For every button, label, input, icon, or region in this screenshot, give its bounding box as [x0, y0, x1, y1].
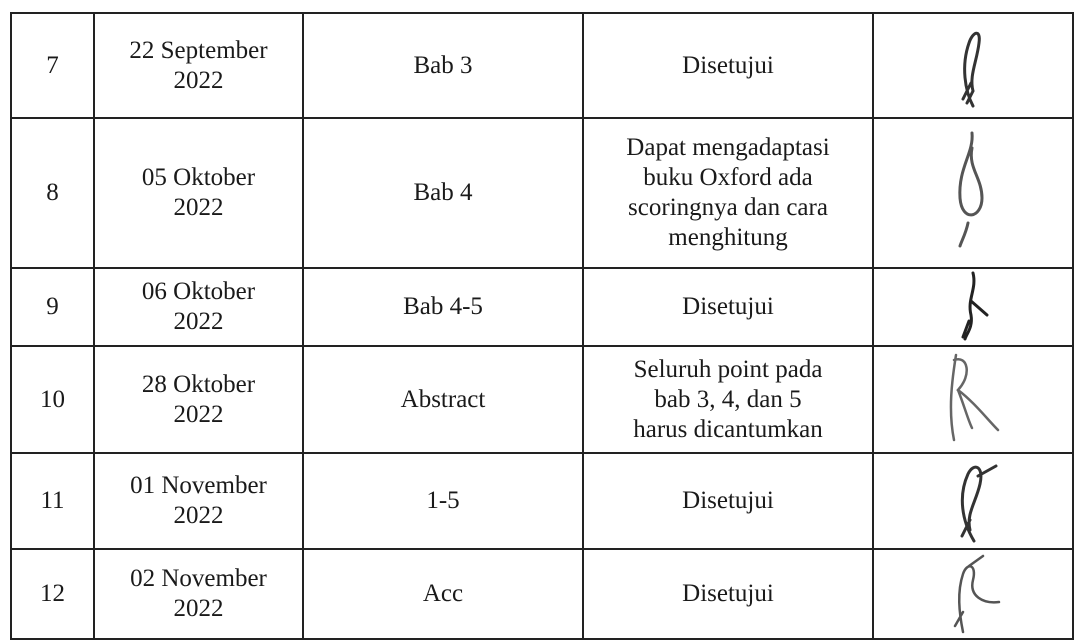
signature-icon	[933, 552, 1013, 636]
table-row	[11, 549, 1073, 639]
note-cell: Disetujui	[583, 549, 873, 639]
signature-cell	[873, 13, 1073, 118]
chapter-cell: Bab 4	[303, 118, 583, 268]
signature-cell	[873, 346, 1073, 453]
date-cell: 22 September 2022	[94, 13, 303, 118]
signature-cell	[873, 549, 1073, 639]
chapter-cell: 1-5	[303, 453, 583, 549]
table-row	[11, 346, 1073, 453]
note-cell: Dapat mengadaptasi buku Oxford ada scoringnya dan cara menghitung	[583, 118, 873, 268]
signature-cell	[873, 118, 1073, 268]
signature-icon	[928, 350, 1018, 450]
note-cell: Disetujui	[583, 268, 873, 346]
chapter-cell: Acc	[303, 549, 583, 639]
row-number: 7	[11, 13, 94, 118]
row-number: 10	[11, 346, 94, 453]
table-row	[11, 453, 1073, 549]
chapter-cell: Bab 4-5	[303, 268, 583, 346]
note-cell: Disetujui	[583, 453, 873, 549]
table-row	[11, 268, 1073, 346]
signature-icon	[938, 456, 1008, 546]
row-number: 8	[11, 118, 94, 268]
signature-icon	[943, 271, 1003, 343]
chapter-cell: Abstract	[303, 346, 583, 453]
signature-icon	[943, 21, 1003, 111]
row-number: 9	[11, 268, 94, 346]
consultation-table	[10, 12, 1074, 640]
signature-cell	[873, 453, 1073, 549]
note-cell: Disetujui	[583, 13, 873, 118]
row-number: 11	[11, 453, 94, 549]
date-cell: 02 November 2022	[94, 549, 303, 639]
table-row	[11, 13, 1073, 118]
signature-icon	[938, 128, 1008, 258]
chapter-cell: Bab 3	[303, 13, 583, 118]
note-cell: Seluruh point pada bab 3, 4, dan 5 harus dicantumkan	[583, 346, 873, 453]
table-row	[11, 118, 1073, 268]
signature-cell	[873, 268, 1073, 346]
date-cell: 01 November 2022	[94, 453, 303, 549]
date-cell: 05 Oktober 2022	[94, 118, 303, 268]
date-cell: 28 Oktober 2022	[94, 346, 303, 453]
row-number: 12	[11, 549, 94, 639]
date-cell: 06 Oktober 2022	[94, 268, 303, 346]
